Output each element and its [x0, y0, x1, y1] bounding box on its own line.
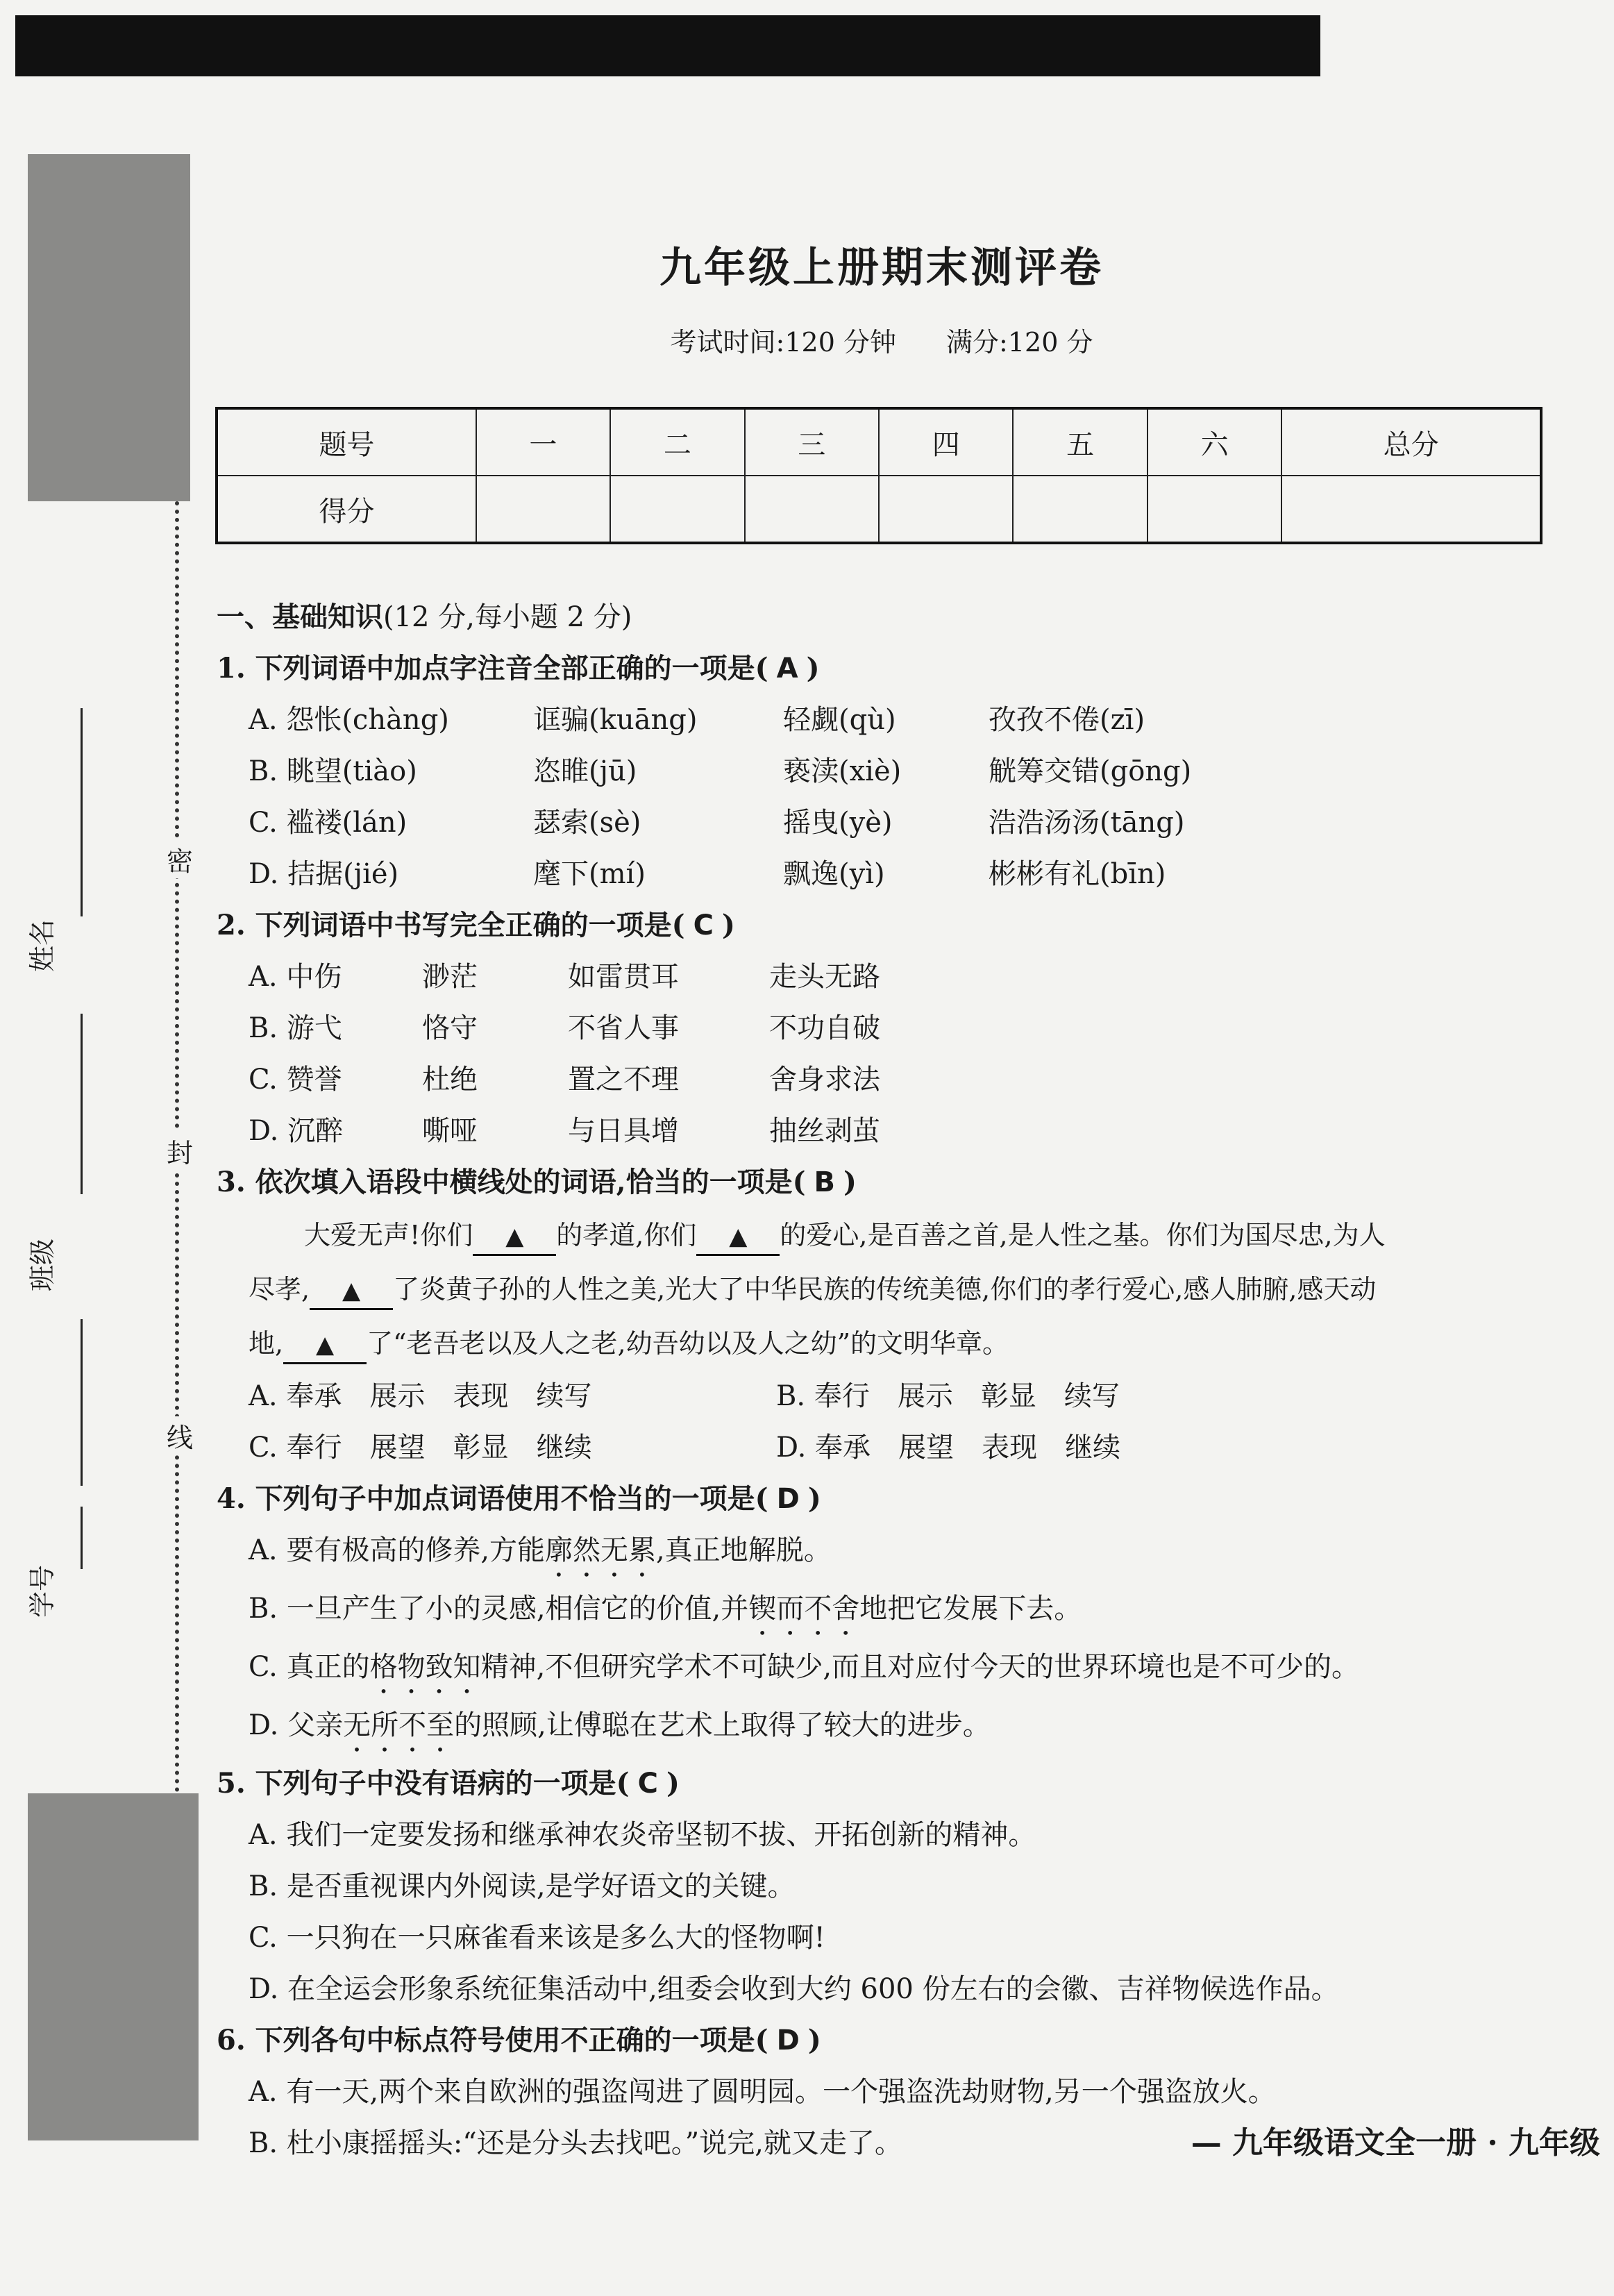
q4-option-c — [217, 1641, 1577, 1700]
question-4-stem — [217, 1473, 1577, 1525]
question-2-text: 2. 下列词语中书写完全正确的一项是( — [217, 909, 685, 941]
passage-line-3 — [249, 1316, 1577, 1371]
score-cell[interactable] — [610, 476, 744, 543]
q1-option: 浩浩汤汤(tāng) — [989, 807, 1185, 839]
score-header-cell: 一 — [476, 408, 610, 476]
score-table — [215, 407, 1542, 544]
question-3-text: 3. 依次填入语段中横线处的词语,恰当的一项是( — [217, 1166, 806, 1198]
question-5-answer: C — [637, 1768, 658, 1800]
q1-option: 诓骗(kuāng) — [533, 704, 698, 736]
binding-gray-block-bottom — [28, 1793, 199, 2140]
question-3-options — [217, 1371, 1577, 1473]
question-6-stem — [217, 2015, 1577, 2066]
dotted-word: 廓然无累 — [545, 1534, 657, 1566]
question-4-text: 4. 下列句子中加点词语使用不恰当的一项是( — [217, 1482, 768, 1515]
q5-option: C. 一只狗在一只麻雀看来该是多么大的怪物啊! — [249, 1922, 825, 1954]
score-cell[interactable] — [1281, 476, 1541, 543]
class-line[interactable] — [81, 1319, 83, 1486]
score-header-cell: 六 — [1148, 408, 1281, 476]
seal-xian: 线 — [161, 1416, 199, 1455]
option-text: 精神,不但研究学术不可缺少,而且对应付今天的世界环境也是不可少的。 — [480, 1651, 1360, 1683]
dotted-word: 锲而不舍 — [748, 1593, 860, 1625]
score-cell[interactable] — [1148, 476, 1281, 543]
q2-option: C. 赞誉 — [249, 1064, 342, 1096]
score-header-cell: 五 — [1013, 408, 1147, 476]
q2-option: 抽丝剥茧 — [769, 1115, 880, 1147]
q5-option: B. 是否重视课内外阅读,是学好语文的关键。 — [249, 1870, 796, 1902]
passage-text: 了“老吾老以及人之老,幼吾幼以及人之幼”的文明华章。 — [367, 1328, 1009, 1359]
score-header-cell: 四 — [879, 408, 1013, 476]
q2-option: 不功自破 — [769, 1012, 880, 1044]
q2-option: 走头无路 — [769, 961, 880, 993]
full-score: 满分:120 分 — [946, 327, 1093, 358]
option-text: D. 父亲 — [249, 1709, 344, 1741]
dotted-word: 无所不至 — [343, 1709, 455, 1741]
question-6-close: ) — [807, 2024, 821, 2056]
q1-option: 摇曳(yè) — [783, 807, 893, 839]
option-text: C. 真正的 — [249, 1651, 370, 1683]
section-heading — [217, 592, 1577, 643]
q1-option: D. 拮据(jié) — [249, 858, 399, 890]
passage-text: 尽孝, — [249, 1274, 310, 1305]
q2-option: A. 中伤 — [249, 961, 342, 993]
dotted-word: 格物致知 — [369, 1651, 481, 1683]
question-1-close: ) — [806, 652, 820, 685]
question-5-close: ) — [666, 1767, 680, 1800]
score-table-header-row — [217, 408, 1541, 476]
q5-option: D. 在全运会形象系统征集活动中,组委会收到大约 600 份左右的会徽、吉祥物候选作品。 — [249, 1973, 1339, 2005]
q3-option: D. 奉承 展望 表现 继续 — [776, 1432, 1121, 1464]
fill-blank-2[interactable]: ▲ — [696, 1219, 780, 1256]
option-text: B. 一旦产生了小的灵感,相信它的价值,并 — [249, 1593, 749, 1625]
fill-blank-4[interactable]: ▲ — [283, 1327, 367, 1364]
q1-option: A. 怨怅(chàng) — [249, 704, 449, 736]
score-table-score-row — [217, 476, 1541, 543]
passage-text: 的孝道,你们 — [556, 1220, 697, 1250]
q2-option: D. 沉醉 — [249, 1115, 344, 1147]
q1-option: 恣睢(jū) — [533, 755, 637, 787]
id-label: 学号 — [27, 1564, 58, 1618]
fill-blank-1[interactable]: ▲ — [473, 1219, 556, 1256]
questions — [217, 592, 1577, 2169]
q1-option: 觥筹交错(gōng) — [989, 755, 1192, 787]
exam-meta — [0, 321, 1614, 359]
q1-option: 飘逸(yì) — [783, 858, 885, 890]
option-text: A. 要有极高的修养,方能 — [249, 1534, 546, 1566]
question-3-passage — [217, 1208, 1577, 1371]
q1-option: 彬彬有礼(bīn) — [989, 858, 1166, 890]
score-header-cell: 题号 — [217, 408, 476, 476]
name-line-2[interactable] — [81, 1014, 83, 1194]
q4-option-b — [217, 1583, 1577, 1641]
question-1-text: 1. 下列词语中加点字注音全部正确的一项是( — [217, 652, 768, 685]
passage-text: 了炎黄子孙的人性之美,光大了中华民族的传统美德,你们的孝行爱心,感人肺腑,感天动 — [393, 1274, 1377, 1305]
option-text: ,真正地解脱。 — [656, 1534, 832, 1566]
id-line[interactable] — [81, 1507, 83, 1569]
q1-option: B. 眺望(tiào) — [249, 755, 417, 787]
q2-option: 不省人事 — [568, 1012, 679, 1044]
option-text: 的照顾,让傅聪在艺术上取得了较大的进步。 — [454, 1709, 991, 1741]
q2-option: 置之不理 — [568, 1064, 679, 1096]
q2-option: 如雷贯耳 — [568, 961, 679, 993]
q2-option: 恪守 — [422, 1012, 478, 1044]
question-4-close: ) — [807, 1482, 821, 1515]
passage-text: 大爱无声!你们 — [304, 1220, 473, 1250]
q2-option: 与日具增 — [568, 1115, 679, 1147]
passage-text: 的爱心,是百善之首,是人性之基。你们为国尽忠,为人 — [780, 1220, 1386, 1250]
q1-option: 麾下(mí) — [533, 858, 646, 890]
name-label: 姓名 — [27, 919, 58, 972]
question-4-answer: D — [776, 1483, 800, 1515]
score-cell[interactable] — [879, 476, 1013, 543]
question-3-answer: B — [814, 1166, 836, 1198]
seal-mi: 密 — [161, 840, 199, 878]
question-3-close: ) — [843, 1166, 857, 1198]
q3-option: B. 奉行 展示 彰显 续写 — [776, 1380, 1120, 1412]
q2-option: 舍身求法 — [769, 1064, 880, 1096]
q3-option: C. 奉行 展望 彰显 继续 — [249, 1432, 592, 1464]
question-6-text: 6. 下列各句中标点符号使用不正确的一项是( — [217, 2024, 768, 2056]
passage-text: 地, — [249, 1328, 284, 1359]
q5-option: A. 我们一定要发扬和继承神农炎帝坚韧不拔、开拓创新的精神。 — [249, 1819, 1036, 1851]
score-header-cell: 二 — [610, 408, 744, 476]
name-line[interactable] — [81, 708, 83, 916]
q4-option-d — [217, 1700, 1577, 1758]
question-6-answer: D — [776, 2025, 800, 2056]
score-cell[interactable] — [476, 476, 610, 543]
q1-option: 瑟索(sè) — [533, 807, 641, 839]
top-black-bar — [15, 15, 1320, 76]
q1-option: 亵渎(xiè) — [783, 755, 902, 787]
passage-line-1 — [249, 1208, 1577, 1262]
q1-option: 孜孜不倦(zī) — [989, 704, 1145, 736]
q2-option: 渺茫 — [422, 961, 478, 993]
class-label: 班级 — [27, 1238, 58, 1291]
q4-option-a — [217, 1525, 1577, 1583]
fill-blank-3[interactable]: ▲ — [310, 1273, 393, 1310]
seal-feng: 封 — [161, 1132, 199, 1170]
exam-title: 九年级上册期末测评卷 — [659, 244, 1104, 292]
question-5-stem — [217, 1758, 1577, 1809]
score-header-cell: 总分 — [1281, 408, 1541, 476]
question-1-stem — [217, 643, 1577, 694]
question-2-options — [217, 951, 1577, 1157]
q1-option: 轻觑(qù) — [783, 704, 896, 736]
question-1-answer: A — [776, 653, 798, 685]
q2-option: 嘶哑 — [422, 1115, 478, 1147]
passage-line-2 — [249, 1262, 1577, 1316]
q6-option: B. 杜小康摇摇头:“还是分头去找吧。”说完,就又走了。 — [249, 2127, 902, 2159]
q2-option: B. 游弋 — [249, 1012, 342, 1044]
question-5-text: 5. 下列句子中没有语病的一项是( — [217, 1767, 630, 1800]
section-note: (12 分,每小题 2 分) — [383, 601, 632, 633]
question-3-stem — [217, 1157, 1577, 1208]
exam-time: 考试时间:120 分钟 — [670, 327, 896, 358]
score-header-cell: 三 — [745, 408, 879, 476]
q3-option: A. 奉承 展示 表现 续写 — [249, 1380, 592, 1412]
page-footer: — 九年级语文全一册 · 九年级 — [1191, 2125, 1600, 2161]
score-cell[interactable] — [1013, 476, 1147, 543]
question-2-answer: C — [693, 910, 714, 941]
question-1-options — [217, 694, 1577, 900]
q1-option: C. 褴褛(lán) — [249, 807, 407, 839]
question-2-stem — [217, 900, 1577, 951]
score-cell[interactable] — [745, 476, 879, 543]
question-2-close: ) — [721, 909, 735, 941]
option-text: 地把它发展下去。 — [859, 1593, 1082, 1625]
section-title: 一、基础知识 — [217, 601, 383, 633]
q2-option: 杜绝 — [422, 1064, 478, 1096]
score-row-label: 得分 — [217, 476, 476, 543]
q6-option: A. 有一天,两个来自欧洲的强盗闯进了圆明园。一个强盗洗劫财物,另一个强盗放火。 — [249, 2076, 1276, 2108]
